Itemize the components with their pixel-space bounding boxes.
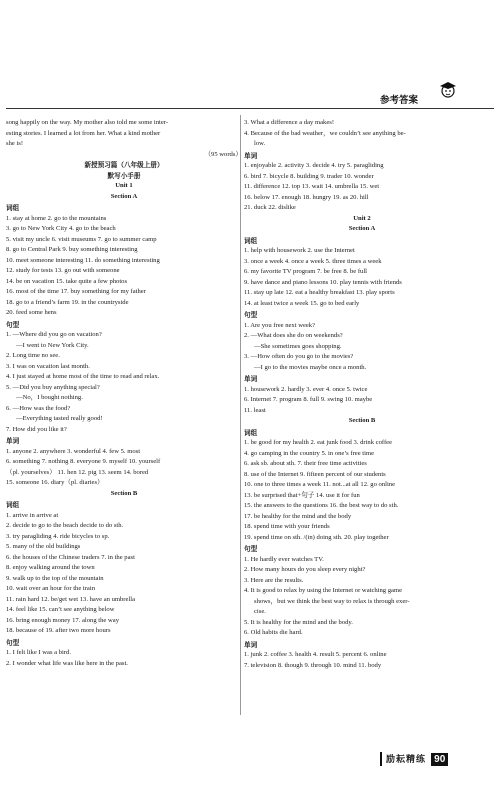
list-item: 3. try paragliding 4. ride bicycles to sp. <box>6 532 110 540</box>
section-title: Section A <box>348 225 376 232</box>
list-item: 4. It is good to relax by using the Internet or watching game <box>244 587 403 594</box>
book-name: 励耘精练 <box>386 755 427 765</box>
list-item: 14. at least twice a week 15. go to bed early <box>244 299 360 307</box>
list-item: 5. visit my uncle 6. visit museums 7. go to summer camp <box>6 235 157 243</box>
list-item: 3. I was on vacation last month. <box>6 362 90 370</box>
list-item: 10. one to three times a week 11. not...at all 12. go online <box>244 481 396 488</box>
list-item: 1. junk 2. coffee 3. health 4. result 5. percent 6. online <box>244 651 387 658</box>
list-item: 3. What a difference a day makes! <box>244 119 335 126</box>
list-item: 14. feel like 15. can’t see anything below <box>6 606 115 613</box>
list-item: shows，but we think the best way to relax is through exer- <box>254 597 410 605</box>
list-item: 16. below 17. enough 18. hungry 19. as 20. hill <box>244 193 369 201</box>
list-item: 18. because of 19. after two more hours <box>6 627 111 634</box>
list-item: 4. Because of the bad weather，we couldn’t see anything be- <box>244 129 406 137</box>
essay-ending <box>6 118 242 150</box>
section-title: Section A <box>110 192 138 200</box>
list-item: 5. —Did you buy anything special? <box>6 383 100 391</box>
footer-bar <box>380 752 382 766</box>
phrase-list <box>244 246 480 309</box>
dictation-handbook-title: 默写小手册 <box>107 171 141 180</box>
list-item: cise. <box>254 608 266 615</box>
list-item: 13. be surprised that+句子 14. use it for fun <box>244 491 360 499</box>
list-item: 11. least <box>244 406 266 414</box>
list-item: —I went to New York City. <box>16 341 89 349</box>
list-item: 11. rain hard 12. be/get wet 13. have an umbrella <box>6 595 136 603</box>
phrase-list <box>6 511 242 637</box>
list-item: 16. bring enough money 17. along the way <box>6 616 119 624</box>
list-item: 6. something 7. nothing 8. everyone 9. myself 10. yourself <box>6 458 161 465</box>
list-item: —No，I bought nothing. <box>16 394 83 401</box>
word-list <box>244 650 480 671</box>
phrase-list <box>244 438 480 543</box>
list-item: 6. Internet 7. program 8. full 9. swing 10. maybe <box>244 396 373 403</box>
sentence-list <box>244 321 480 374</box>
list-item: 9. have dance and piano lessons 10. play tennis with friends <box>244 278 402 286</box>
list-item: —I go to the movies maybe once a month. <box>254 363 367 371</box>
phrases-label: 词组 <box>244 236 258 245</box>
list-item: —She sometimes goes shopping. <box>254 342 342 350</box>
list-item: 1. help with housework 2. use the Internet <box>244 247 355 254</box>
list-item: 14. be on vacation 15. take quite a few photos <box>6 277 128 285</box>
phrases-label: 词组 <box>244 428 258 437</box>
page-number: 90 <box>431 753 448 766</box>
list-item: 16. most of the time 17. buy something for my father <box>6 288 146 295</box>
word-count: （95 words） <box>204 150 242 158</box>
word-list <box>244 385 480 417</box>
list-item: 15. the answers to the questions 16. the best way to do sth. <box>244 502 399 509</box>
essay-line: song happily on the way. My mother also told me some inter- <box>6 119 169 126</box>
sentences-label: 句型 <box>244 311 258 319</box>
essay-line: she is! <box>6 140 24 147</box>
words-label: 单词 <box>244 375 258 383</box>
phrases-label: 词组 <box>6 501 20 509</box>
list-item: 11. stay up late 12. eat a healthy breakfast 13. play sports <box>244 289 395 296</box>
list-item: 1. —Where did you go on vacation? <box>6 331 102 338</box>
list-item: 1. I felt like I was a bird. <box>6 649 72 656</box>
list-item: 20. feed some hens <box>6 309 57 316</box>
list-item: 12. study for tests 13. go out with someone <box>6 267 120 274</box>
list-item: low. <box>254 140 266 147</box>
list-item: 8. go to Central Park 9. buy something interesting <box>6 246 138 253</box>
sentence-list <box>244 555 480 639</box>
list-item: 5. It is healthy for the mind and the body. <box>244 618 353 626</box>
answers-title: 参考答案 <box>380 95 419 106</box>
list-item: 6. —How was the food? <box>6 404 71 412</box>
list-item: 1. anyone 2. anywhere 3. wonderful 4. few 5. most <box>6 447 141 455</box>
list-item: 3. Here are the results. <box>244 576 304 584</box>
list-item: 2. Long time no see. <box>6 352 60 359</box>
list-item: 6. ask sb. about sth. 7. their free time activities <box>244 460 367 467</box>
header-rule <box>6 108 494 109</box>
student-mascot-icon <box>438 80 458 100</box>
list-item: 3. go to New York City 4. go to the beach <box>6 225 116 232</box>
unit-title: Unit 2 <box>353 214 371 222</box>
list-item: 9. walk up to the top of the mountain <box>6 574 104 582</box>
phrases-label: 词组 <box>6 204 20 212</box>
sentences-label: 句型 <box>6 320 20 329</box>
list-item: 1. enjoyable 2. activity 3. decide 4. try 5. paragliding <box>244 162 384 169</box>
list-item: —Everything tasted really good! <box>16 415 103 422</box>
list-item: 1. arrive in arrive at <box>6 511 59 519</box>
sentences-label: 句型 <box>6 638 20 647</box>
word-list <box>6 447 242 489</box>
sentence-list <box>244 118 480 150</box>
list-item: 2. —What does she do on weekends? <box>244 332 343 339</box>
list-item: 6. the houses of the Chinese traders 7. in the past <box>6 553 135 561</box>
right-column <box>244 118 480 671</box>
list-item: 1. be good for my health 2. eat junk food 3. drink coffee <box>244 439 393 446</box>
list-item: 10. meet someone interesting 11. do something interesting <box>6 256 160 264</box>
page-footer <box>386 752 448 766</box>
list-item: 18. go to a friend’s farm 19. in the countryside <box>6 298 129 306</box>
list-item: 1. stay at home 2. go to the mountains <box>6 214 107 222</box>
list-item: 8. use of the Internet 9. fifteen percent of our students <box>244 470 386 478</box>
sentence-list <box>6 648 242 669</box>
sentence-list <box>6 330 242 435</box>
list-item: 1. Are you free next week? <box>244 321 316 329</box>
list-item: 8. enjoy walking around the town <box>6 564 95 571</box>
list-item: 7. How did you like it? <box>6 425 67 433</box>
list-item: 1. He hardly ever watches TV. <box>244 555 324 563</box>
list-item: 21. duck 22. dislike <box>244 204 296 211</box>
section-heading: 新授预习篇（八年级上册） <box>84 161 164 169</box>
section-title: Section B <box>348 417 376 424</box>
unit-title: Unit 1 <box>115 182 133 189</box>
phrase-list <box>6 214 242 319</box>
list-item: 2. How many hours do you sleep every night? <box>244 566 366 573</box>
list-item: （pl. yourselves） 11. hen 12. pig 13. seem 14. bored <box>6 468 149 476</box>
words-label: 单词 <box>6 437 20 445</box>
list-item: 19. spend time on sth. /(in) doing sth. 20. play together <box>244 533 389 541</box>
list-item: 2. I wonder what life was like here in the past. <box>6 659 128 667</box>
list-item: 6. my favorite TV program 7. be free 8. be full <box>244 268 367 275</box>
list-item: 18. spend time with your friends <box>244 523 330 530</box>
list-item: 3. once a week 4. once a week 5. three times a week <box>244 257 382 265</box>
section-title: Section B <box>110 489 138 497</box>
list-item: 5. many of the old buildings <box>6 543 81 550</box>
list-item: 4. I just stayed at home most of the time to read and relax. <box>6 373 160 380</box>
list-item: 10. wait over an hour for the train <box>6 585 95 592</box>
sentences-label: 句型 <box>244 545 258 553</box>
list-item: 2. decide to go to the beach decide to do sth. <box>6 522 124 529</box>
list-item: 6. bird 7. bicycle 8. building 9. trader 10. wonder <box>244 172 374 180</box>
list-item: 3. —How often do you go to the movies? <box>244 353 354 360</box>
list-item: 6. Old habits die hard. <box>244 629 303 636</box>
list-item: 15. someone 16. diary（pl. diaries） <box>6 479 104 486</box>
list-item: 7. television 8. though 9. through 10. mind 11. body <box>244 661 382 669</box>
list-item: 4. go camping in the country 5. in one’s free time <box>244 449 375 457</box>
words-label: 单词 <box>244 151 258 160</box>
left-column <box>6 118 242 669</box>
list-item: 11. difference 12. top 13. wait 14. umbrella 15. wet <box>244 183 380 190</box>
essay-line: esting stories. I learned a lot from her. What a kind mother <box>6 129 161 137</box>
word-list <box>244 161 480 214</box>
words-label: 单词 <box>244 640 258 649</box>
list-item: 17. be healthy for the mind and the body <box>244 512 352 520</box>
list-item: 1. housework 2. hardly 3. ever 4. once 5. twice <box>244 385 368 393</box>
